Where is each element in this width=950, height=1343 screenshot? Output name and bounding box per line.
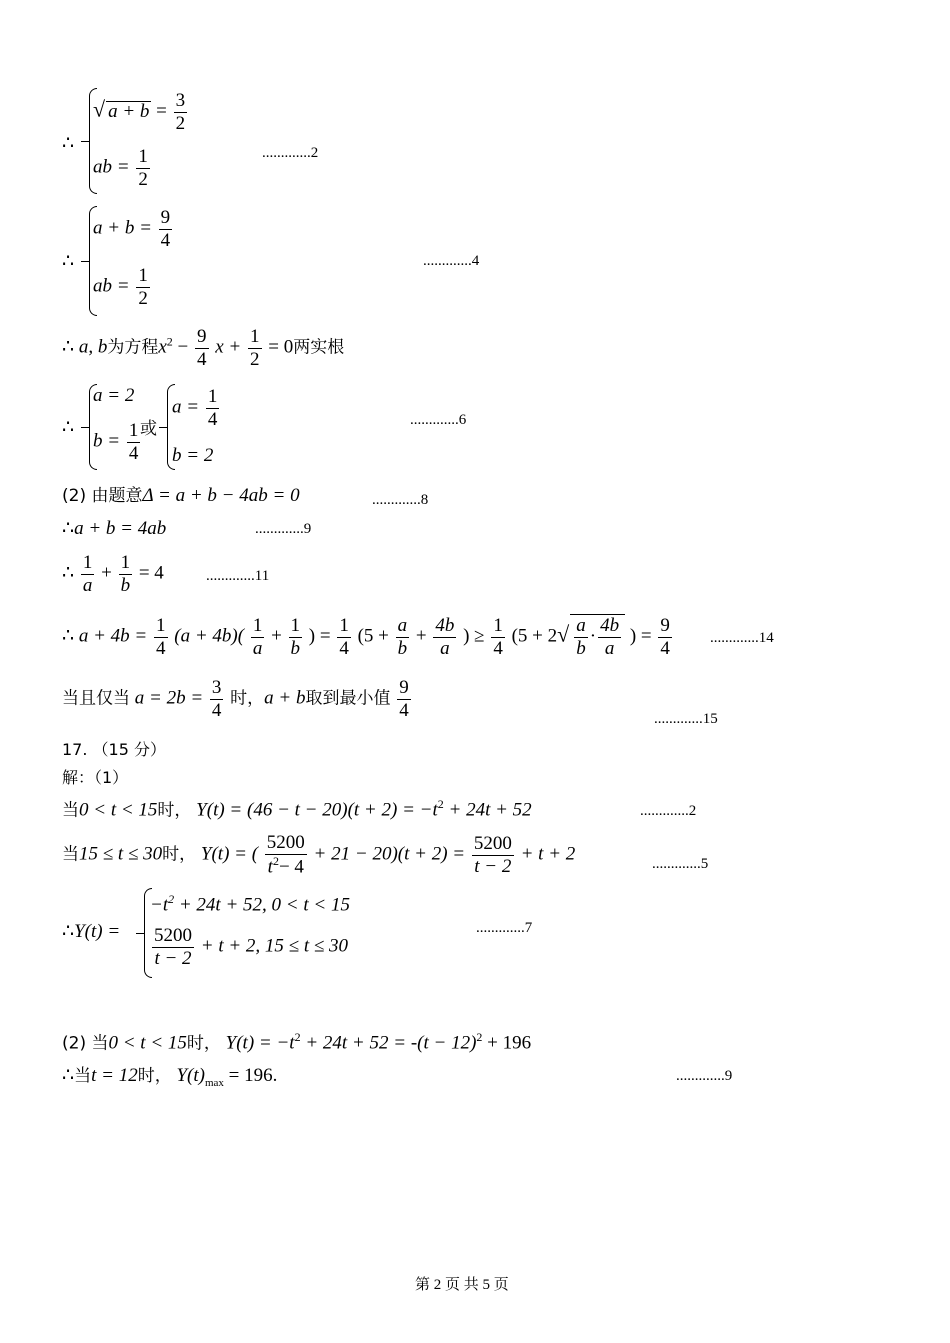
block2-eq2: ab = $\frac{1}{2}$	[93, 265, 148, 309]
score-marker: .............4	[423, 253, 480, 269]
block2-eq1: a + b = $\frac{9}{4}$	[93, 207, 171, 251]
score-marker: .............7	[476, 920, 533, 936]
score-marker: .............2	[640, 803, 697, 819]
question-17-title: 17. （15 分）	[62, 740, 166, 759]
score-marker: .............8	[372, 492, 429, 508]
therefore-symbol: ∴	[62, 417, 75, 438]
block1-eq2: ab = $\frac{1}{2}$	[93, 146, 148, 190]
inequality-line: ∴ a + 4b = $\frac{1}{4}$ (a + 4b)( $\frac{1}{a}$ + $\frac{1}{b}$ ) = $\frac{1}{4}$ (5 + $\frac{a}{b}$ + $\frac{4b}{a}$ ) ≥ $\frac{1}{4}$ (5 + 2√ $\frac{a}{b}$ · $\frac{4b}{a}$ ) = $\frac{9}{4}$	[62, 615, 670, 659]
score-marker: .............15	[654, 711, 718, 727]
delta-line: (2) 由题意Δ = a + b − 4ab = 0	[62, 485, 300, 506]
block4-a2: a = $\frac{1}{4}$	[172, 386, 218, 430]
roots-line: ∴ a, b为方程$x^2$ − $\frac{9}{4}$ x + $\frac{1}{2}$ = 0两实根	[62, 326, 345, 370]
reciprocal-line: ∴ $\frac{1}{a}$ + $\frac{1}{b}$ = 4	[62, 552, 164, 596]
score-marker: .............11	[206, 568, 270, 584]
sum-product-line: ∴a + b = 4ab	[62, 518, 167, 539]
block4-a1: a = 2	[93, 385, 135, 406]
max-value-line: ∴当t = 12时， $Y(t)_{max} = 196$.	[62, 1065, 278, 1089]
score-marker: .............2	[262, 145, 319, 161]
piecewise-case1: $-t^2 + 24t + 52$, 0 < t < 15	[150, 892, 350, 916]
piecewise-case2: $\frac{5200}{t - 2}$ + t + 2, 15 ≤ t ≤ 30	[154, 925, 349, 969]
score-marker: .............9	[676, 1068, 733, 1084]
page-footer: 第 2 页 共 5 页	[415, 1277, 509, 1293]
score-marker: .............9	[255, 521, 312, 537]
block1-eq1: √ a + b = $\frac{3}{2}$	[93, 90, 186, 134]
or-word: 或	[140, 419, 157, 439]
piecewise-lhs: ∴Y(t) =	[62, 921, 121, 942]
case1-line: 当0 < t < 15时， $Y(t) = (46 - t - 20)(t + 2) = -t^2 + 24t + 52$	[62, 797, 532, 821]
score-marker: .............14	[710, 630, 774, 646]
case2-line: 当15 ≤ t ≤ 30时， Y(t) = ( $\frac{5200}{t^2- 4}$ + 21 − 20)(t + 2) = $\frac{5200}{t - 2}$ + t + 2	[62, 832, 576, 878]
block4-b1: b = $\frac{1}{4}$	[93, 420, 139, 464]
equality-condition-line: 当且仅当 a = 2b = $\frac{3}{4}$ 时，a + b取到最小值 $\frac{9}{4}$	[62, 677, 409, 721]
therefore-symbol: ∴	[62, 133, 75, 154]
score-marker: .............6	[410, 412, 467, 428]
score-marker: .............5	[652, 856, 709, 872]
solution-label: 解：（1）	[62, 768, 129, 787]
block4-b2: b = 2	[172, 445, 214, 466]
therefore-symbol: ∴	[62, 251, 75, 272]
part2-line: (2) 当0 < t < 15时， $Y(t) = -t^2 + 24t + 52 = -(t - 12)^2 + 196$	[62, 1030, 532, 1054]
